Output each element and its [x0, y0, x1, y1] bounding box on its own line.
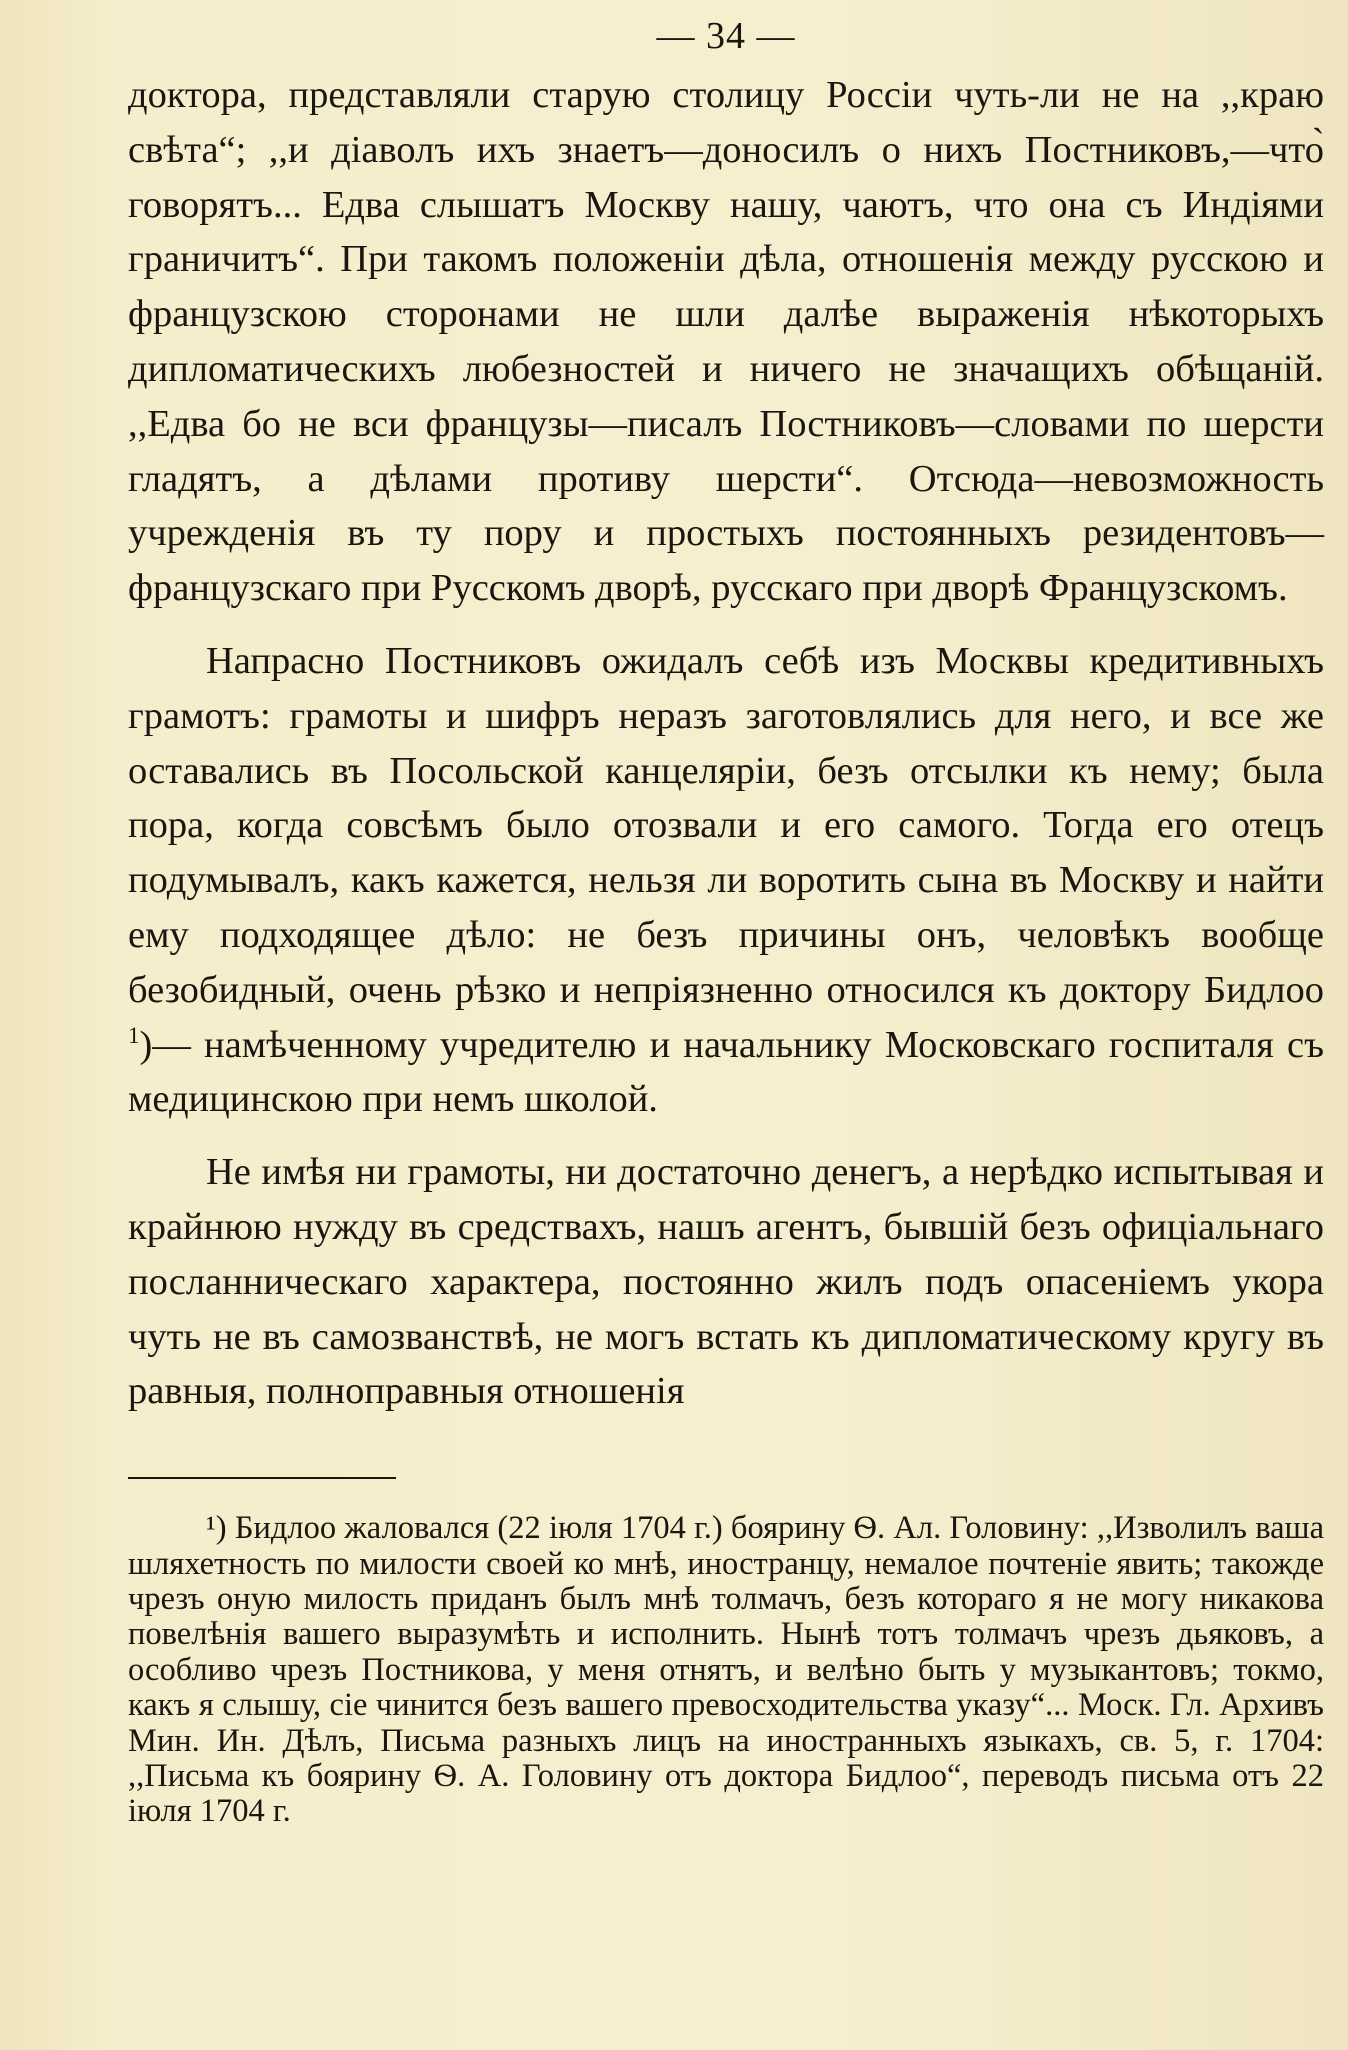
footnote [128, 1511, 1324, 1830]
footnote-divider [128, 1477, 396, 1479]
paragraph-2-text-continued: )— намѣченному учредителю и начальнику Московскаго госпиталя съ медицинскою при немъ школой. [128, 1023, 1324, 1121]
paragraph-2 [128, 634, 1324, 1127]
paragraph-3: Не имѣя ни грамоты, ни достаточно денегъ, а нерѣдко испытывая и крайнюю нужду въ средствахъ, нашъ агентъ, бывшій безъ офиціальнаго посланническаго характера, постоянно жилъ подъ опасеніемъ укора чуть не въ самозванствѣ, не могъ встать къ дипломатическому кругу въ равныя, полноправныя отношенія [128, 1151, 1324, 1413]
footnote-mark: ¹) [206, 1510, 227, 1547]
paragraph-2-text: Напрасно Постниковъ ожидалъ себѣ изъ Москвы кредитивныхъ грамотъ: грамоты и шифръ неразъ заготовлялись для него, и все же оставались въ Посольской канцеляріи, безъ отсылки къ нему; была пора, когда совсѣмъ было отозвали и его самого. Тогда его отецъ подумывалъ, какъ кажется, нельзя ли воротить сына въ Москву и найти ему подходящее дѣло: не безъ причины онъ, человѣкъ вообще безобидный, очень рѣзко и непріязненно относился къ доктору Бидлоо [128, 639, 1324, 1011]
paragraph-1: доктора, представляли старую столицу Россіи чуть-ли не на ,,краю свѣта“; ,,и діаволъ ихъ знаетъ—доносилъ о нихъ Постниковъ,—что̀ говорятъ... Едва слышатъ Москву нашу, чаютъ, что она съ Индіями граничитъ“. При такомъ положеніи дѣла, отношенія между русскою и французскою сторонами не шли далѣе выраженія нѣкоторыхъ дипломатическихъ любезностей и ничего не значащихъ обѣщаній. ,,Едва бо не вси французы—писалъ Постниковъ—словами по шерсти гладятъ, а дѣлами противу шерсти“. Отсюда—невозможность учрежденія въ ту пору и простыхъ постоянныхъ резидентовъ—французскаго при Русскомъ дворѣ, русскаго при дворѣ Французскомъ. [128, 74, 1324, 610]
page-number: — 34 — [656, 15, 796, 57]
footnote-text: Бидлоо жаловался (22 іюля 1704 г.) боярину Ѳ. Ал. Головину: ,,Изволилъ ваша шляхетность по милости своей ко мнѣ, иностранцу, немалое почтеніе явить; такожде чрезъ оную милость приданъ былъ мнѣ толмачъ, безъ котораго я не могу никакова повелѣнія вашего выразумѣть и исполнить. Нынѣ тотъ толмачъ чрезъ дьяковъ, а особливо чрезъ Постникова, у меня отнятъ, и велѣно быть у музыкантовъ; токмо, какъ я слышу, сіе чинится безъ вашего превосходительства указу“... Моск. Гл. Архивъ Мин. Ин. Дѣлъ, Письма разныхъ лицъ на иностранныхъ языкахъ, св. 5, г. 1704: ,,Письма къ боярину Ѳ. А. Головину отъ доктора Бидлоо“, переводъ письма отъ 22 іюля 1704 г. [128, 1510, 1324, 1830]
footnote-paragraph [128, 1511, 1324, 1830]
footnote-reference: 1 [128, 1021, 140, 1048]
main-text [128, 68, 1324, 1419]
